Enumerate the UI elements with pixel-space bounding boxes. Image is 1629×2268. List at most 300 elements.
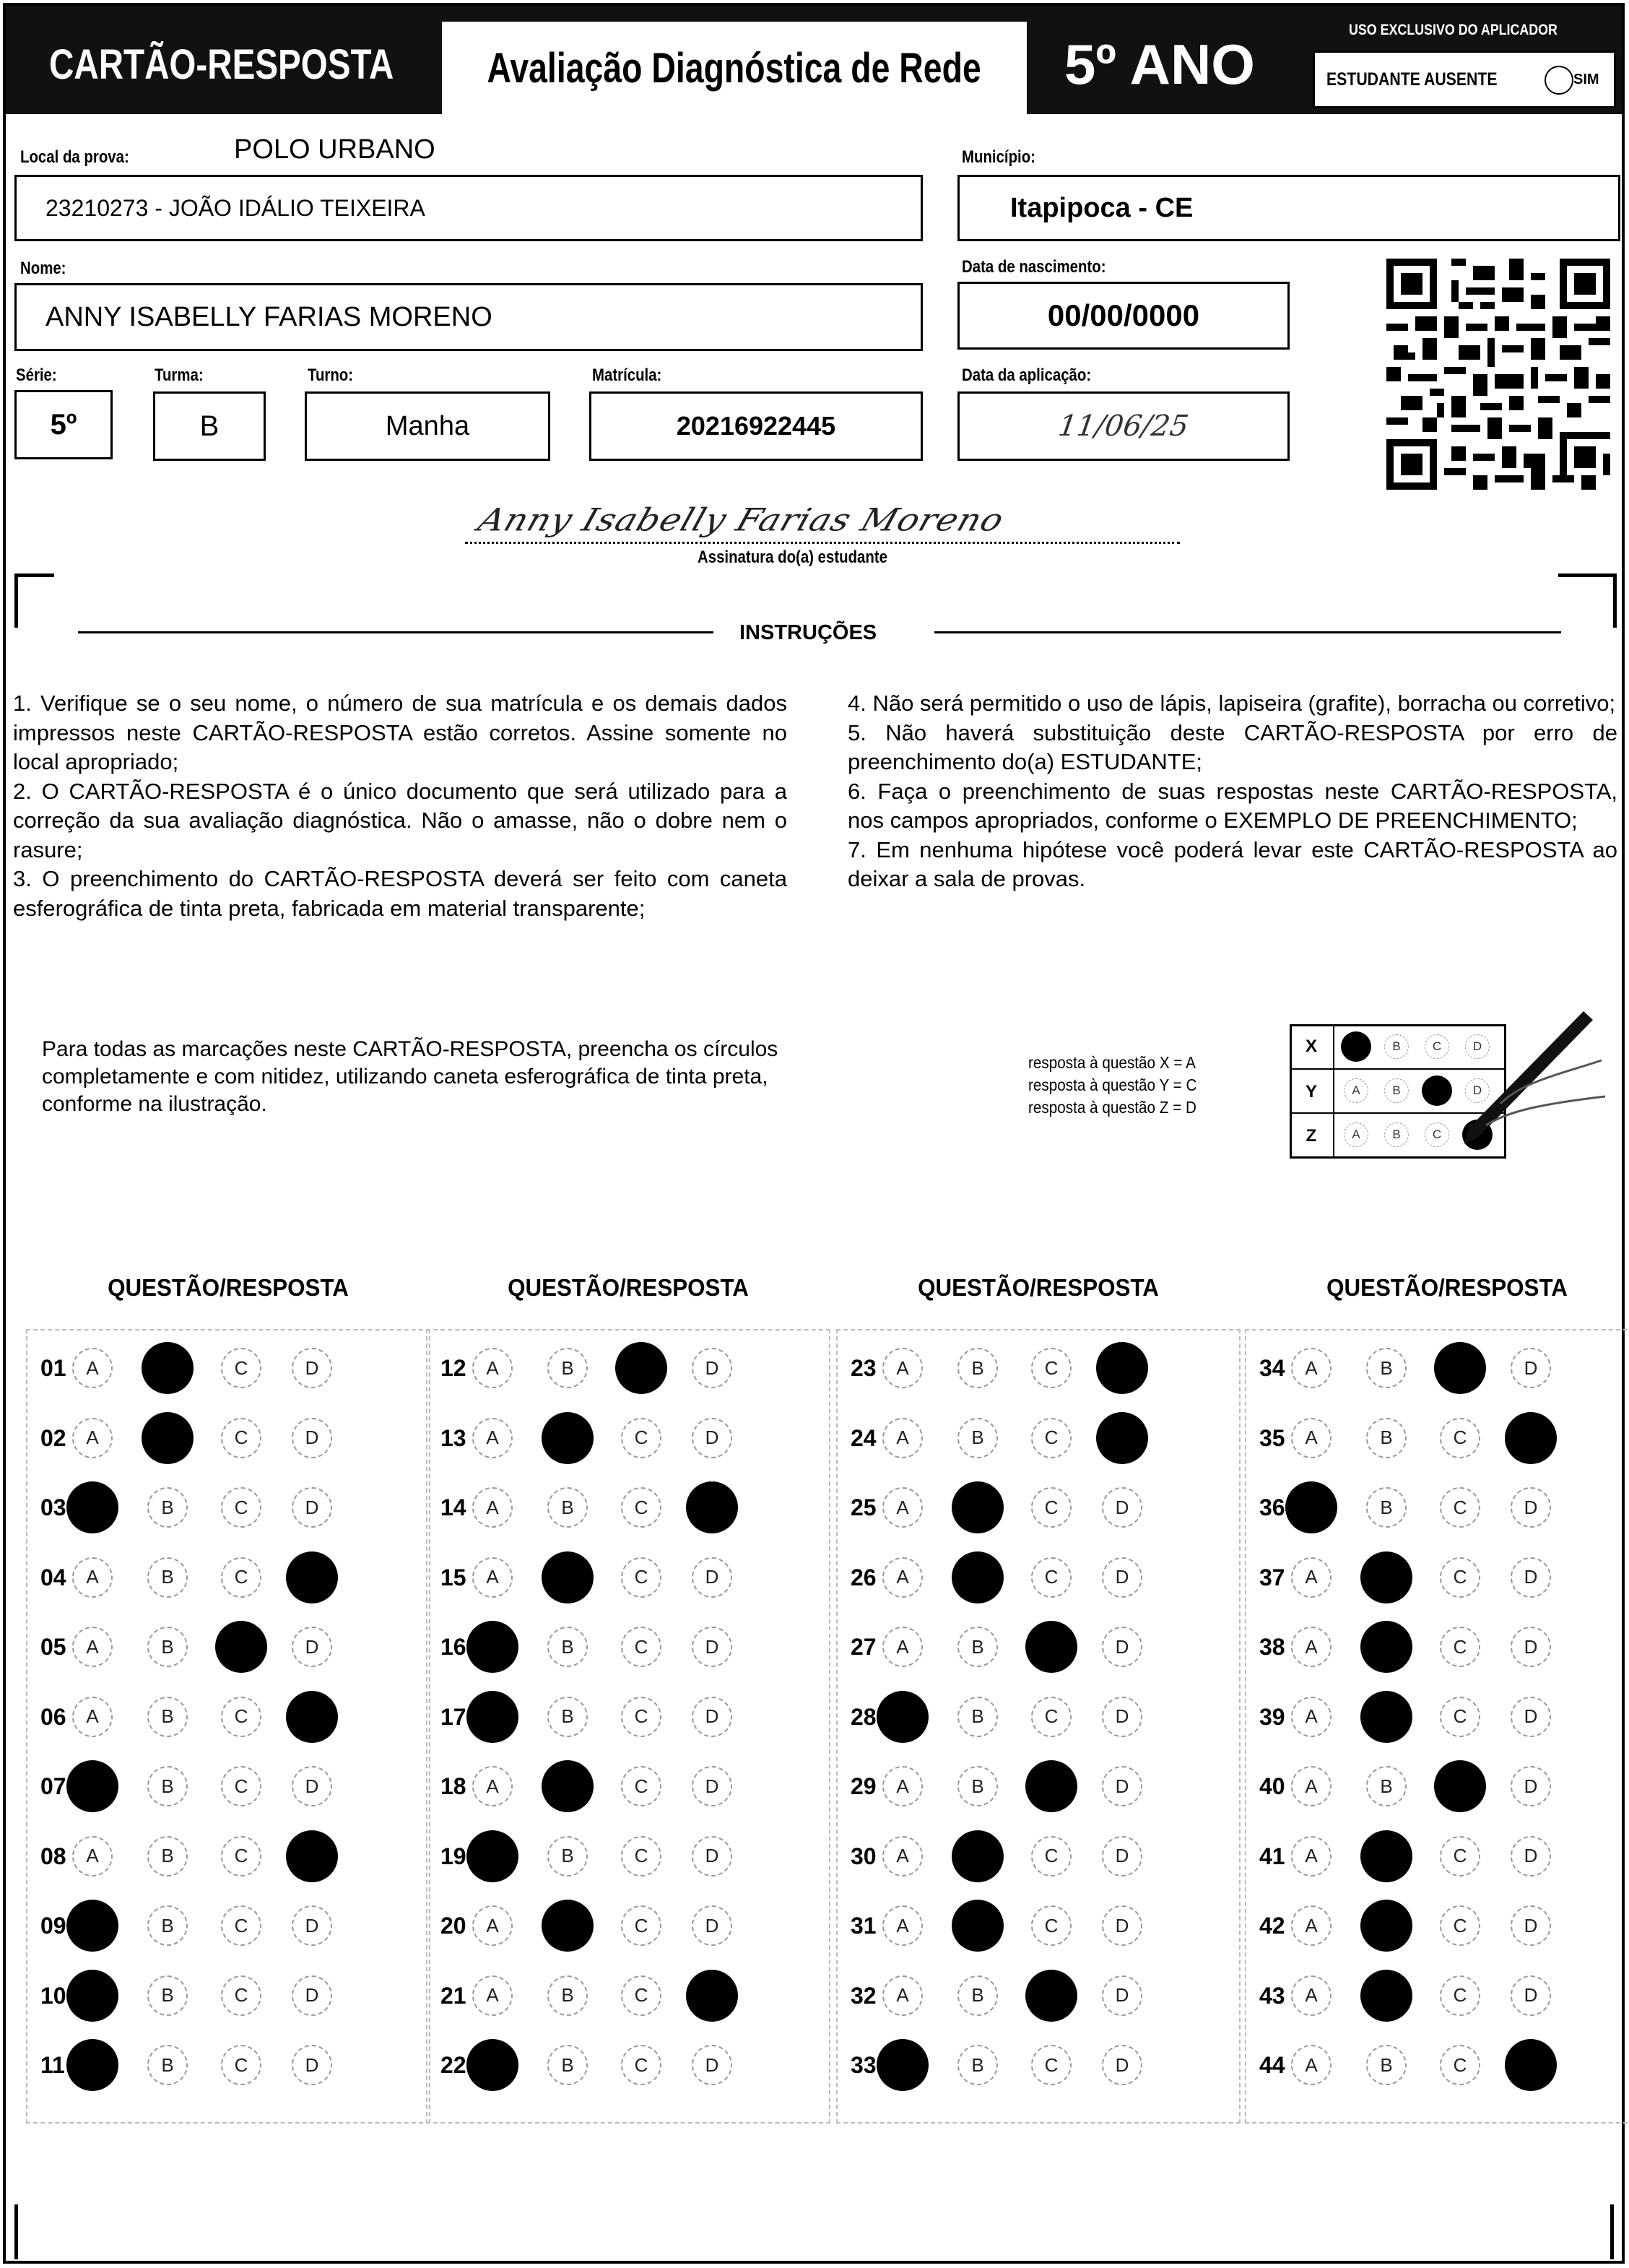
- question-number: 30: [851, 1843, 877, 1869]
- answer-bubble-c[interactable]: C: [1440, 1975, 1480, 2016]
- instruction-1: 1. Verifique se o seu nome, o número de sua matrícula e os demais dados impressos neste CARTÃO-RESPOSTA estão corretos. Assine somente no local apropriado;: [13, 691, 787, 774]
- absent-checkbox[interactable]: [1545, 66, 1573, 95]
- answer-bubble-a[interactable]: A: [66, 1760, 118, 1812]
- answer-bubble-d[interactable]: D: [692, 2045, 732, 2085]
- question-row: [1246, 1550, 1629, 1608]
- answer-bubble-b[interactable]: B: [1366, 1766, 1407, 1806]
- question-number: 36: [1259, 1494, 1285, 1520]
- question-row: [427, 2038, 829, 2095]
- question-number: 01: [40, 1355, 66, 1381]
- question-number: 40: [1259, 1773, 1285, 1799]
- answer-bubble-b[interactable]: B: [542, 1900, 594, 1952]
- question-row: [838, 1411, 1239, 1468]
- example-bubble-d: D: [1465, 1078, 1490, 1103]
- answer-bubble-a[interactable]: A: [466, 1830, 518, 1882]
- answer-bubble-a[interactable]: A: [472, 1905, 513, 1946]
- answer-bubble-a[interactable]: A: [66, 1481, 118, 1533]
- answer-bubble-b[interactable]: B: [952, 1830, 1004, 1882]
- example-bubble-a: A: [1344, 1122, 1368, 1147]
- question-row: [1246, 1898, 1629, 1956]
- answer-bubble-c[interactable]: C: [621, 1487, 661, 1528]
- answer-bubble-a[interactable]: A: [72, 1697, 113, 1737]
- answer-bubble-d[interactable]: D: [1505, 2039, 1557, 2091]
- answer-bubble-c[interactable]: C: [1025, 1970, 1077, 2022]
- question-row: [838, 1689, 1239, 1747]
- answer-bubble-c[interactable]: C: [1031, 1487, 1072, 1528]
- answer-bubble-a[interactable]: A: [466, 2039, 518, 2091]
- answer-bubble-c[interactable]: C: [1434, 1342, 1486, 1394]
- nascimento-field: [957, 282, 1290, 350]
- answer-bubble-d[interactable]: D: [292, 1348, 332, 1388]
- question-number: 07: [40, 1773, 66, 1799]
- answer-bubble-b[interactable]: B: [952, 1900, 1004, 1952]
- answer-bubble-b[interactable]: B: [147, 1697, 188, 1737]
- question-number: 41: [1259, 1843, 1285, 1869]
- answer-bubble-d[interactable]: D: [292, 1766, 332, 1806]
- answer-bubble-b[interactable]: B: [542, 1412, 594, 1464]
- question-number: 27: [851, 1634, 877, 1660]
- question-row: [27, 1968, 429, 2026]
- answer-bubble-d[interactable]: D: [692, 1557, 732, 1598]
- turma-label: Turma:: [155, 365, 204, 385]
- answer-bubble-c[interactable]: C: [221, 1697, 261, 1737]
- answer-bubble-a[interactable]: A: [1291, 1766, 1332, 1806]
- answer-bubble-d[interactable]: D: [1511, 1905, 1551, 1946]
- answer-bubble-a[interactable]: A: [72, 1418, 113, 1458]
- question-row: [427, 1480, 829, 1538]
- answer-bubble-c[interactable]: C: [1434, 1760, 1486, 1812]
- answer-bubble-a[interactable]: A: [72, 1348, 113, 1388]
- answer-bubble-a[interactable]: A: [72, 1836, 113, 1877]
- question-number: 44: [1259, 2052, 1285, 2078]
- qr-code: [1386, 259, 1610, 490]
- answer-bubble-a[interactable]: A: [1291, 1836, 1332, 1877]
- question-number: 39: [1259, 1703, 1285, 1730]
- question-number: 37: [1259, 1564, 1285, 1590]
- answer-bubble-b[interactable]: B: [547, 1697, 588, 1737]
- answer-bubble-c[interactable]: C: [1440, 2045, 1480, 2085]
- question-number: 28: [851, 1703, 877, 1730]
- answer-bubble-b[interactable]: B: [957, 1766, 998, 1806]
- column-title-2: QUESTÃO/RESPOSTA: [508, 1274, 749, 1301]
- corner-br: [1610, 2204, 1614, 2259]
- answer-bubble-d[interactable]: D: [1511, 1766, 1551, 1806]
- answer-bubble-d[interactable]: D: [286, 1551, 338, 1603]
- answer-bubble-b[interactable]: B: [1360, 1551, 1412, 1603]
- answer-bubble-c[interactable]: C: [1440, 1487, 1480, 1528]
- answer-bubble-a[interactable]: A: [66, 2039, 118, 2091]
- answer-bubble-a[interactable]: A: [66, 1900, 118, 1952]
- answer-bubble-d[interactable]: D: [1102, 1487, 1142, 1528]
- pen-illustration: [1457, 1003, 1609, 1147]
- question-row: [1246, 1341, 1629, 1398]
- instructions-left: [13, 689, 787, 923]
- school-value: 23210273 - JOÃO IDÁLIO TEIXEIRA: [45, 194, 425, 221]
- answer-bubble-d[interactable]: D: [292, 1905, 332, 1946]
- answer-bubble-b[interactable]: B: [1366, 2045, 1407, 2085]
- turma-field: [153, 391, 266, 461]
- nascimento-value: 00/00/0000: [1047, 298, 1200, 332]
- question-number: 05: [40, 1634, 66, 1660]
- answer-bubble-b[interactable]: B: [1366, 1348, 1407, 1388]
- question-row: [1246, 1689, 1629, 1747]
- answer-bubble-a[interactable]: A: [472, 1348, 513, 1388]
- answer-bubble-b[interactable]: B: [952, 1481, 1004, 1533]
- answer-bubble-c[interactable]: C: [1031, 1557, 1072, 1598]
- question-row: [1246, 1759, 1629, 1817]
- answer-bubble-d[interactable]: D: [286, 1830, 338, 1882]
- question-row: [1246, 1411, 1629, 1468]
- question-row: [838, 1759, 1239, 1817]
- answer-bubble-c[interactable]: C: [1031, 1697, 1072, 1737]
- answer-bubble-d[interactable]: D: [686, 1481, 738, 1533]
- answer-bubble-c[interactable]: C: [1025, 1760, 1077, 1812]
- answer-bubble-d[interactable]: D: [292, 1487, 332, 1528]
- question-row: [1246, 1480, 1629, 1538]
- answer-bubble-a[interactable]: A: [882, 1487, 923, 1528]
- answer-bubble-b[interactable]: B: [1360, 1691, 1412, 1743]
- answer-bubble-d[interactable]: D: [1102, 1975, 1142, 2016]
- answer-bubble-c[interactable]: C: [1440, 1627, 1480, 1667]
- answer-bubble-d[interactable]: D: [1511, 1487, 1551, 1528]
- question-number: 32: [851, 1982, 877, 2009]
- answer-bubble-d[interactable]: D: [1102, 1836, 1142, 1877]
- question-row: [427, 1898, 829, 1956]
- answer-bubble-c[interactable]: C: [221, 1766, 261, 1806]
- answer-bubble-c[interactable]: C: [1031, 1836, 1072, 1877]
- matricula-label: Matrícula:: [592, 365, 662, 385]
- question-number: 29: [851, 1773, 877, 1799]
- question-number: 04: [40, 1564, 66, 1590]
- answer-bubble-c[interactable]: C: [1440, 1418, 1480, 1458]
- answer-bubble-c[interactable]: C: [221, 1905, 261, 1946]
- answer-bubble-a[interactable]: A: [66, 1970, 118, 2022]
- answer-bubble-b[interactable]: B: [957, 1627, 998, 1667]
- question-row: [838, 1829, 1239, 1887]
- answer-bubble-a[interactable]: A: [1291, 1557, 1332, 1598]
- corner-tl: [14, 574, 54, 628]
- answer-bubble-c[interactable]: C: [221, 1836, 261, 1877]
- example-line-y: resposta à questão Y = C: [1028, 1075, 1197, 1094]
- answer-bubble-c[interactable]: C: [1025, 1621, 1077, 1673]
- answer-panel-2: [426, 1329, 830, 2124]
- signature-line: [465, 542, 1180, 544]
- answer-bubble-b[interactable]: B: [547, 2045, 588, 2085]
- school-field: [14, 175, 923, 241]
- grade-label: 5º ANO: [1064, 33, 1255, 96]
- answer-bubble-b[interactable]: B: [547, 1627, 588, 1667]
- answer-bubble-c[interactable]: C: [621, 1627, 661, 1667]
- answer-panel-3: [836, 1329, 1241, 2124]
- example-bubble-c: C: [1425, 1122, 1449, 1147]
- answer-bubble-d[interactable]: D: [1511, 1627, 1551, 1667]
- answer-bubble-c[interactable]: C: [1440, 1905, 1480, 1946]
- answer-bubble-d[interactable]: D: [1102, 2045, 1142, 2085]
- instructions-title: INSTRUÇÕES: [739, 621, 877, 644]
- question-number: 21: [440, 1982, 466, 2009]
- question-row: [1246, 2038, 1629, 2095]
- answer-bubble-b[interactable]: B: [147, 1627, 188, 1667]
- answer-bubble-d[interactable]: D: [1096, 1412, 1148, 1464]
- answer-bubble-a[interactable]: A: [1291, 2045, 1332, 2085]
- answer-bubble-d[interactable]: D: [292, 1627, 332, 1667]
- answer-bubble-a[interactable]: A: [472, 1418, 513, 1458]
- answer-bubble-d[interactable]: D: [1096, 1342, 1148, 1394]
- answer-bubble-d[interactable]: D: [1102, 1697, 1142, 1737]
- answer-bubble-b[interactable]: B: [1360, 1900, 1412, 1952]
- exam-title: Avaliação Diagnóstica de Rede: [487, 44, 982, 92]
- answer-bubble-d[interactable]: D: [692, 1697, 732, 1737]
- answer-bubble-c[interactable]: C: [1031, 1905, 1072, 1946]
- answer-bubble-b[interactable]: B: [147, 1557, 188, 1598]
- answer-bubble-a[interactable]: A: [882, 1766, 923, 1806]
- answer-bubble-c[interactable]: C: [221, 1557, 261, 1598]
- answer-bubble-d[interactable]: D: [1102, 1627, 1142, 1667]
- answer-bubble-d[interactable]: D: [1511, 1557, 1551, 1598]
- answer-bubble-d[interactable]: D: [692, 1418, 732, 1458]
- question-number: 24: [851, 1424, 877, 1451]
- answer-bubble-a[interactable]: A: [72, 1627, 113, 1667]
- answer-bubble-b[interactable]: B: [147, 1836, 188, 1877]
- answer-bubble-a[interactable]: A: [472, 1557, 513, 1598]
- answer-bubble-c[interactable]: C: [215, 1621, 267, 1673]
- question-row: [427, 1550, 829, 1608]
- example-bubble-b: B: [1384, 1078, 1409, 1103]
- answer-bubble-b[interactable]: B: [147, 1975, 188, 2016]
- absent-yes-label: SIM: [1573, 72, 1599, 87]
- answer-bubble-d[interactable]: D: [1505, 1412, 1557, 1464]
- answer-bubble-d[interactable]: D: [1511, 1836, 1551, 1877]
- question-number: 15: [440, 1564, 466, 1590]
- answer-bubble-a[interactable]: A: [472, 1975, 513, 2016]
- answer-bubble-a[interactable]: A: [882, 1836, 923, 1877]
- instructions-rule-right: [934, 631, 1561, 633]
- answer-bubble-c[interactable]: C: [621, 2045, 661, 2085]
- answer-bubble-d[interactable]: D: [692, 1766, 732, 1806]
- question-row: [838, 1619, 1239, 1677]
- answer-bubble-b[interactable]: B: [1360, 1830, 1412, 1882]
- column-title-4: QUESTÃO/RESPOSTA: [1326, 1274, 1568, 1301]
- answer-bubble-a[interactable]: A: [1291, 1348, 1332, 1388]
- answer-bubble-b[interactable]: B: [1360, 1970, 1412, 2022]
- turno-field: [305, 391, 550, 461]
- answer-bubble-a[interactable]: A: [472, 1487, 513, 1528]
- answer-bubble-b[interactable]: B: [952, 1551, 1004, 1603]
- answer-bubble-d[interactable]: D: [292, 2045, 332, 2085]
- nascimento-label: Data de nascimento:: [962, 257, 1106, 277]
- answer-bubble-c[interactable]: C: [621, 1418, 661, 1458]
- answer-bubble-b[interactable]: B: [957, 2045, 998, 2085]
- answer-bubble-a[interactable]: A: [882, 1627, 923, 1667]
- example-row-label: Z: [1290, 1112, 1334, 1159]
- instruction-4: 4. Não será permitido o uso de lápis, lapiseira (grafite), borracha ou corretivo;: [848, 691, 1616, 716]
- answer-bubble-c[interactable]: C: [221, 1487, 261, 1528]
- instruction-5: 5. Não haverá substituição deste CARTÃO-RESPOSTA por erro de preenchimento do(a) ESTUDANTE;: [848, 719, 1617, 774]
- answer-bubble-d[interactable]: D: [292, 1418, 332, 1458]
- answer-bubble-b[interactable]: B: [542, 1760, 594, 1812]
- column-title-1: QUESTÃO/RESPOSTA: [108, 1274, 349, 1301]
- answer-bubble-b[interactable]: B: [542, 1551, 594, 1603]
- turno-label: Turno:: [308, 365, 354, 385]
- answer-bubble-c[interactable]: C: [1440, 1557, 1480, 1598]
- municipio-value: Itapipoca - CE: [1010, 192, 1194, 223]
- question-row: [27, 1341, 429, 1398]
- answer-bubble-a[interactable]: A: [882, 1905, 923, 1946]
- answer-bubble-c[interactable]: C: [221, 1418, 261, 1458]
- answer-bubble-c[interactable]: C: [1031, 2045, 1072, 2085]
- answer-bubble-a[interactable]: A: [877, 1691, 929, 1743]
- answer-bubble-b[interactable]: B: [1360, 1621, 1412, 1673]
- matricula-value: 20216922445: [676, 411, 836, 441]
- answer-bubble-d[interactable]: D: [692, 1836, 732, 1877]
- turno-value: Manha: [385, 410, 470, 441]
- question-number: 19: [440, 1843, 466, 1869]
- example-bubble-d: D: [1465, 1034, 1490, 1059]
- answer-bubble-b[interactable]: B: [147, 1487, 188, 1528]
- matricula-field: [589, 391, 923, 461]
- answer-bubble-a[interactable]: A: [1291, 1418, 1332, 1458]
- question-number: 14: [440, 1494, 466, 1520]
- instruction-2: 2. O CARTÃO-RESPOSTA é o único documento que será utilizado para a correção da sua avaliação diagnóstica. Não o amasse, não o dobre nem o rasure;: [13, 778, 787, 862]
- question-number: 33: [851, 2052, 877, 2078]
- answer-bubble-c[interactable]: C: [221, 1975, 261, 2016]
- local-label: Local da prova:: [20, 147, 129, 167]
- answer-bubble-a[interactable]: A: [466, 1691, 518, 1743]
- answer-panel-1: [26, 1329, 430, 2124]
- answer-bubble-d[interactable]: D: [1511, 1975, 1551, 2016]
- column-title-3: QUESTÃO/RESPOSTA: [918, 1274, 1159, 1301]
- answer-bubble-b[interactable]: B: [147, 1905, 188, 1946]
- question-number: 43: [1259, 1982, 1285, 2009]
- answer-bubble-a[interactable]: A: [1291, 1975, 1332, 2016]
- answer-bubble-c[interactable]: C: [621, 1766, 661, 1806]
- answer-bubble-d[interactable]: D: [692, 1627, 732, 1667]
- answer-bubble-c[interactable]: C: [621, 1836, 661, 1877]
- answer-bubble-c[interactable]: C: [1440, 1697, 1480, 1737]
- answer-bubble-c[interactable]: C: [621, 1905, 661, 1946]
- answer-bubble-b[interactable]: B: [957, 1418, 998, 1458]
- answer-bubble-c[interactable]: C: [621, 1975, 661, 2016]
- question-row: [27, 1759, 429, 1817]
- question-row: [427, 1689, 829, 1747]
- answer-bubble-b[interactable]: B: [147, 1766, 188, 1806]
- question-number: 16: [440, 1634, 466, 1660]
- answer-bubble-c[interactable]: C: [1440, 1836, 1480, 1877]
- answer-sheet: [3, 3, 1625, 2264]
- answer-bubble-d[interactable]: D: [1102, 1905, 1142, 1946]
- question-number: 22: [440, 2052, 466, 2078]
- question-number: 35: [1259, 1424, 1285, 1451]
- answer-bubble-c[interactable]: C: [221, 2045, 261, 2085]
- answer-bubble-d[interactable]: D: [686, 1970, 738, 2022]
- question-number: 10: [40, 1982, 66, 2009]
- answer-bubble-b[interactable]: B: [547, 1975, 588, 2016]
- answer-bubble-b[interactable]: B: [147, 2045, 188, 2085]
- question-number: 02: [40, 1424, 66, 1451]
- example-line-x: resposta à questão X = A: [1028, 1053, 1196, 1072]
- question-number: 12: [440, 1355, 466, 1381]
- answer-bubble-a[interactable]: A: [882, 1557, 923, 1598]
- question-number: 42: [1259, 1913, 1285, 1939]
- answer-bubble-d[interactable]: D: [1102, 1766, 1142, 1806]
- answer-bubble-a[interactable]: A: [882, 1975, 923, 2016]
- answer-bubble-a[interactable]: A: [1291, 1697, 1332, 1737]
- answer-bubble-b[interactable]: B: [957, 1697, 998, 1737]
- answer-bubble-c[interactable]: C: [621, 1557, 661, 1598]
- absent-box: [1313, 51, 1616, 108]
- answer-bubble-c[interactable]: C: [1031, 1348, 1072, 1388]
- question-number: 31: [851, 1913, 877, 1939]
- aplicacao-label: Data da aplicação:: [962, 365, 1092, 385]
- answer-bubble-d[interactable]: D: [692, 1905, 732, 1946]
- answer-bubble-d[interactable]: D: [286, 1691, 338, 1743]
- question-number: 25: [851, 1494, 877, 1520]
- answer-bubble-c[interactable]: C: [1031, 1418, 1072, 1458]
- question-row: [838, 2038, 1239, 2095]
- question-row: [838, 1550, 1239, 1608]
- absent-label: ESTUDANTE AUSENTE: [1326, 69, 1498, 90]
- answer-bubble-d[interactable]: D: [1511, 1348, 1551, 1388]
- turma-value: B: [199, 410, 220, 442]
- answer-bubble-b[interactable]: B: [1366, 1487, 1407, 1528]
- local-value: POLO URBANO: [234, 134, 435, 165]
- question-number: 09: [40, 1913, 66, 1939]
- answer-bubble-b[interactable]: B: [547, 1487, 588, 1528]
- corner-bl: [14, 2204, 18, 2259]
- question-row: [27, 1480, 429, 1538]
- answer-bubble-a[interactable]: A: [1291, 1905, 1332, 1946]
- question-row: [838, 1898, 1239, 1956]
- nome-label: Nome:: [20, 259, 66, 278]
- answer-panel-4: [1245, 1329, 1629, 2124]
- answer-bubble-c[interactable]: C: [615, 1342, 667, 1394]
- question-number: 18: [440, 1773, 466, 1799]
- answer-bubble-a[interactable]: A: [72, 1557, 113, 1598]
- question-number: 11: [40, 2052, 65, 2078]
- answer-bubble-d[interactable]: D: [692, 1348, 732, 1388]
- answer-bubble-a[interactable]: A: [1285, 1481, 1337, 1533]
- answer-bubble-c[interactable]: C: [621, 1697, 661, 1737]
- answer-bubble-b[interactable]: B: [1366, 1418, 1407, 1458]
- answer-bubble-b[interactable]: B: [547, 1836, 588, 1877]
- answer-bubble-b[interactable]: B: [957, 1975, 998, 2016]
- example-bubble-a: A: [1344, 1078, 1368, 1103]
- answer-bubble-b[interactable]: B: [142, 1412, 194, 1464]
- answer-bubble-c[interactable]: C: [221, 1348, 261, 1388]
- question-row: [427, 1759, 829, 1817]
- instructions-rule-left: [78, 631, 713, 633]
- aplicacao-value: 11/06/25: [1056, 410, 1191, 443]
- question-row: [1246, 1968, 1629, 2026]
- answer-bubble-a[interactable]: A: [472, 1766, 513, 1806]
- answer-bubble-b[interactable]: B: [547, 1348, 588, 1388]
- answer-bubble-d[interactable]: D: [292, 1975, 332, 2016]
- answer-bubble-d[interactable]: D: [1511, 1697, 1551, 1737]
- answer-bubble-a[interactable]: A: [882, 1418, 923, 1458]
- answer-bubble-a[interactable]: A: [466, 1621, 518, 1673]
- example-bubble-b: B: [1384, 1122, 1409, 1147]
- answer-bubble-a[interactable]: A: [1291, 1627, 1332, 1667]
- answer-bubble-a[interactable]: A: [882, 1348, 923, 1388]
- answer-bubble-b[interactable]: B: [142, 1342, 194, 1394]
- fill-note: Para todas as marcações neste CARTÃO-RESPOSTA, preencha os círculos completamente e com nitidez, utilizando caneta esferográfica de tinta preta, conforme na ilustração.: [42, 1037, 778, 1116]
- answer-bubble-d[interactable]: D: [1102, 1557, 1142, 1598]
- question-number: 34: [1259, 1355, 1285, 1381]
- answer-bubble-b[interactable]: B: [957, 1348, 998, 1388]
- aplicacao-field: [957, 391, 1290, 461]
- nome-value: ANNY ISABELLY FARIAS MORENO: [45, 301, 492, 332]
- answer-bubble-a[interactable]: A: [877, 2039, 929, 2091]
